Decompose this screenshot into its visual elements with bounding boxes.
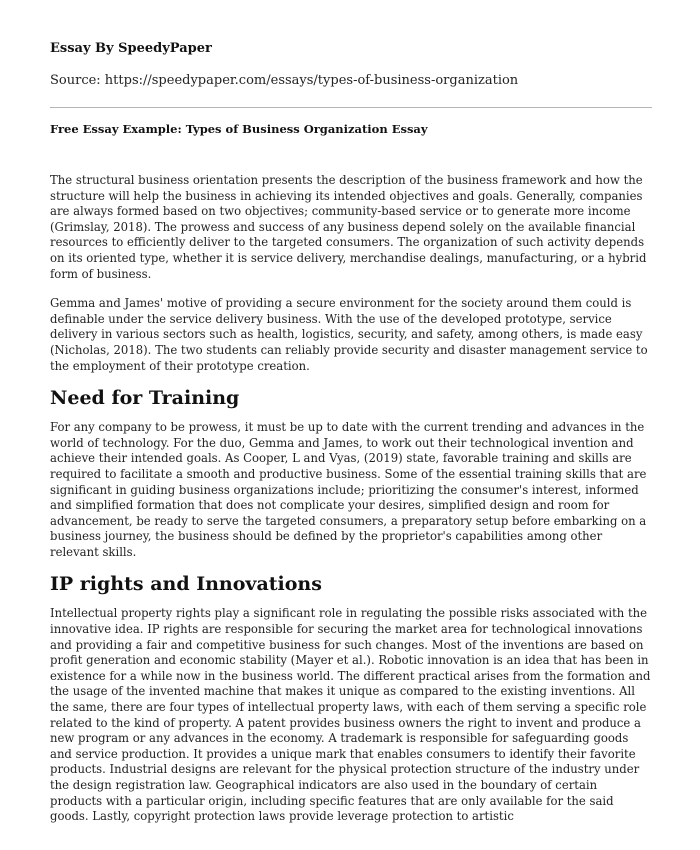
source-line: Source: https://speedypaper.com/essays/types-of-business-organization <box>50 73 519 88</box>
section-paragraph-ip-rights: Intellectual property rights play a significant role in regulating the possible risks associated with the innovative idea. IP rights are responsible for securing the market area for technological innovations and providing a fair and competitive business for such changes. Most of the inventions are based on profit generation and economic stability (Mayer et al.). Robotic innovation is an idea that has been in existence for a while now in the business world. The different practical arises from the formation and the usage of the invented machine that makes it unique as compared to the existing inventions. All the same, there are four types of intellectual property laws, with each of them serving a specific role related to the kind of property. A patent provides business owners the right to invent and produce a new program or any advances in the economy. A trademark is responsible for safeguarding goods and service production. It provides a unique mark that enables consumers to identify their favorite products. Industrial designs are relevant for the physical protection structure of the industry under the design registration law. Geographical indicators are also used in the boundary of certain products with a particular origin, including specific features that are only available for the said goods. Lastly, copyright protection laws provide leverage protection to artistic <box>50 606 651 824</box>
document-title: Free Essay Example: Types of Business Organization Essay <box>50 122 428 136</box>
body-paragraph: The structural business orientation presents the description of the business framework and how the structure will help the business in achieving its intended objectives and goals. Generally, companies are always formed based on two objectives; community-based service or to generate more income (Grimslay, 2018). The prowess and success of any business depend solely on the available financial resources to efficiently deliver to the targeted consumers. The organization of such activity depends on its oriented type, whether it is service delivery, merchandise dealings, manufacturing, or a hybrid form of business. <box>50 173 647 281</box>
section-heading-need-for-training: Need for Training <box>50 387 240 410</box>
body-paragraph: Gemma and James' motive of providing a secure environment for the society around them could is definable under the service delivery business. With the use of the developed prototype, service delivery in various sectors such as health, logistics, security, and safety, among others, is made easy (Nicholas, 2018). The two students can reliably provide security and disaster management service to the employment of their prototype creation. <box>50 296 648 373</box>
brand-title: Essay By SpeedyPaper <box>50 41 212 56</box>
header-divider <box>50 107 652 108</box>
document-page <box>50 40 652 825</box>
section-paragraph-need-for-training: For any company to be prowess, it must be up to date with the current trending and advances in the world of technology. For the duo, Gemma and James, to work out their technological invention and achieve their intended goals. As Cooper, L and Vyas, (2019) state, favorable training and skills are required to facilitate a smooth and productive business. Some of the essential training skills that are significant in guiding business organizations include; prioritizing the consumer's interest, informed and simplified formation that does not complicate your desires, simplified design and room for advancement, be ready to serve the targeted consumers, a preparatory setup before embarking on a business journey, the business should be defined by the proprietor's capabilities among other relevant skills. <box>50 420 647 559</box>
section-heading-ip-rights: IP rights and Innovations <box>50 573 322 596</box>
